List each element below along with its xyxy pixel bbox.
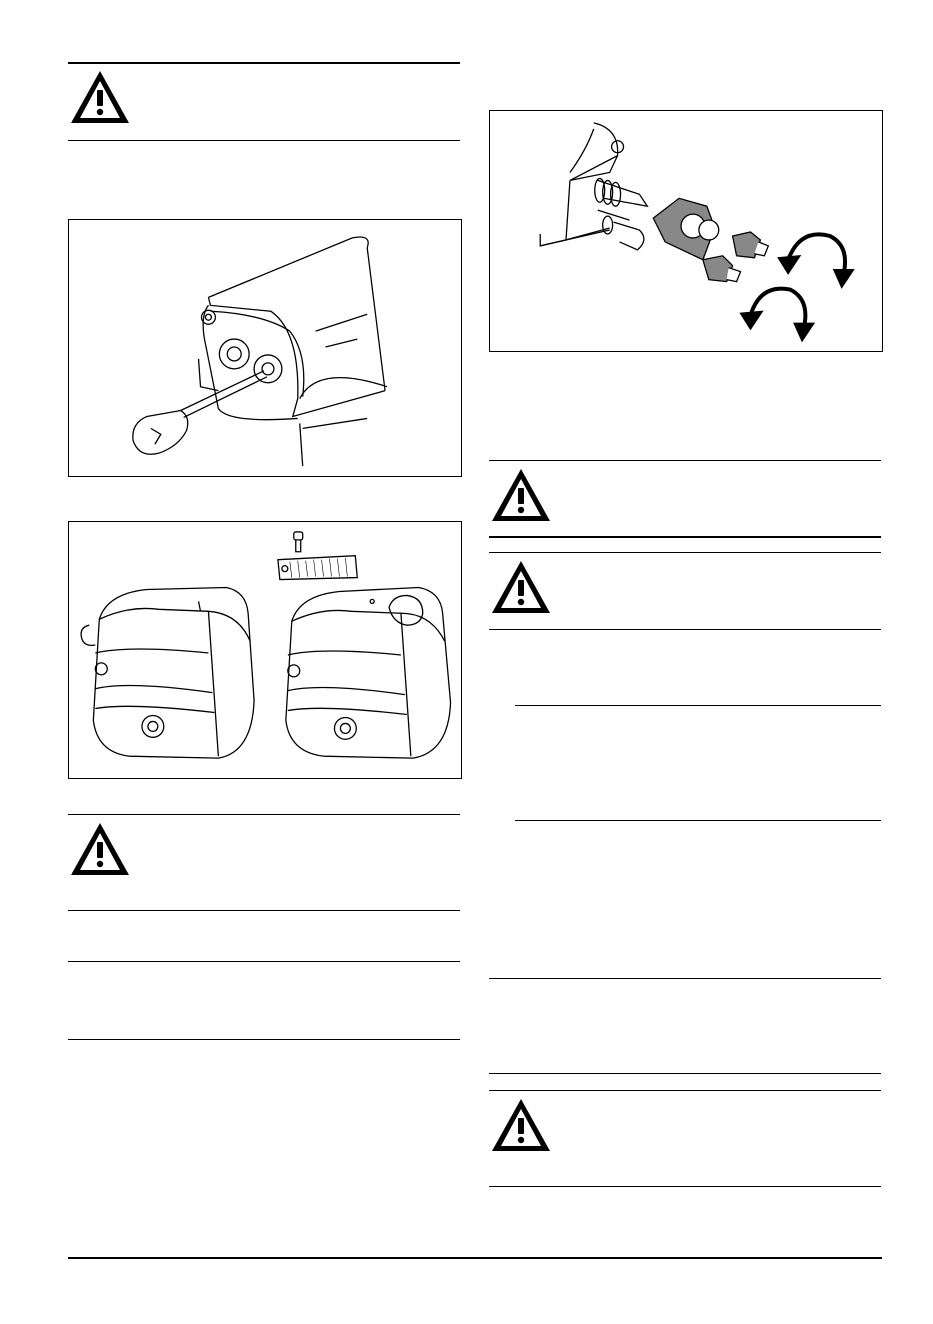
screwdriver-illustration [69,220,461,476]
warning-bottom-rule [68,910,460,911]
warning-box-1 [68,68,132,126]
warning-bottom-rule [68,140,460,141]
section-rule [489,978,881,979]
section-rule [68,961,460,962]
warning-triangle-icon [68,68,132,126]
warning-top-rule [68,62,460,64]
warning-top-rule [489,460,881,461]
figure-mufflers [68,521,462,779]
carburetor-caps-illustration [490,111,882,351]
figure-carburetor-caps [489,110,883,352]
figure-screwdriver [68,219,462,477]
warning-box-5 [489,1096,553,1154]
warning-top-rule [489,552,881,553]
muffler-illustration [69,522,461,778]
warning-bottom-rule [489,629,881,630]
warning-bottom-rule [489,536,881,538]
footer-rule [68,1257,882,1259]
section-rule [68,1039,460,1040]
warning-triangle-icon [489,1096,553,1154]
warning-top-rule [489,1090,881,1091]
indented-rule [515,820,881,821]
warning-bottom-rule [489,1186,881,1187]
warning-triangle-icon [68,820,132,878]
warning-box-3 [489,466,553,524]
indented-rule [515,705,881,706]
warning-box-2 [68,820,132,878]
warning-top-rule [68,814,460,815]
section-rule [489,1073,881,1074]
warning-triangle-icon [489,466,553,524]
warning-triangle-icon [489,558,553,616]
warning-box-4 [489,558,553,616]
